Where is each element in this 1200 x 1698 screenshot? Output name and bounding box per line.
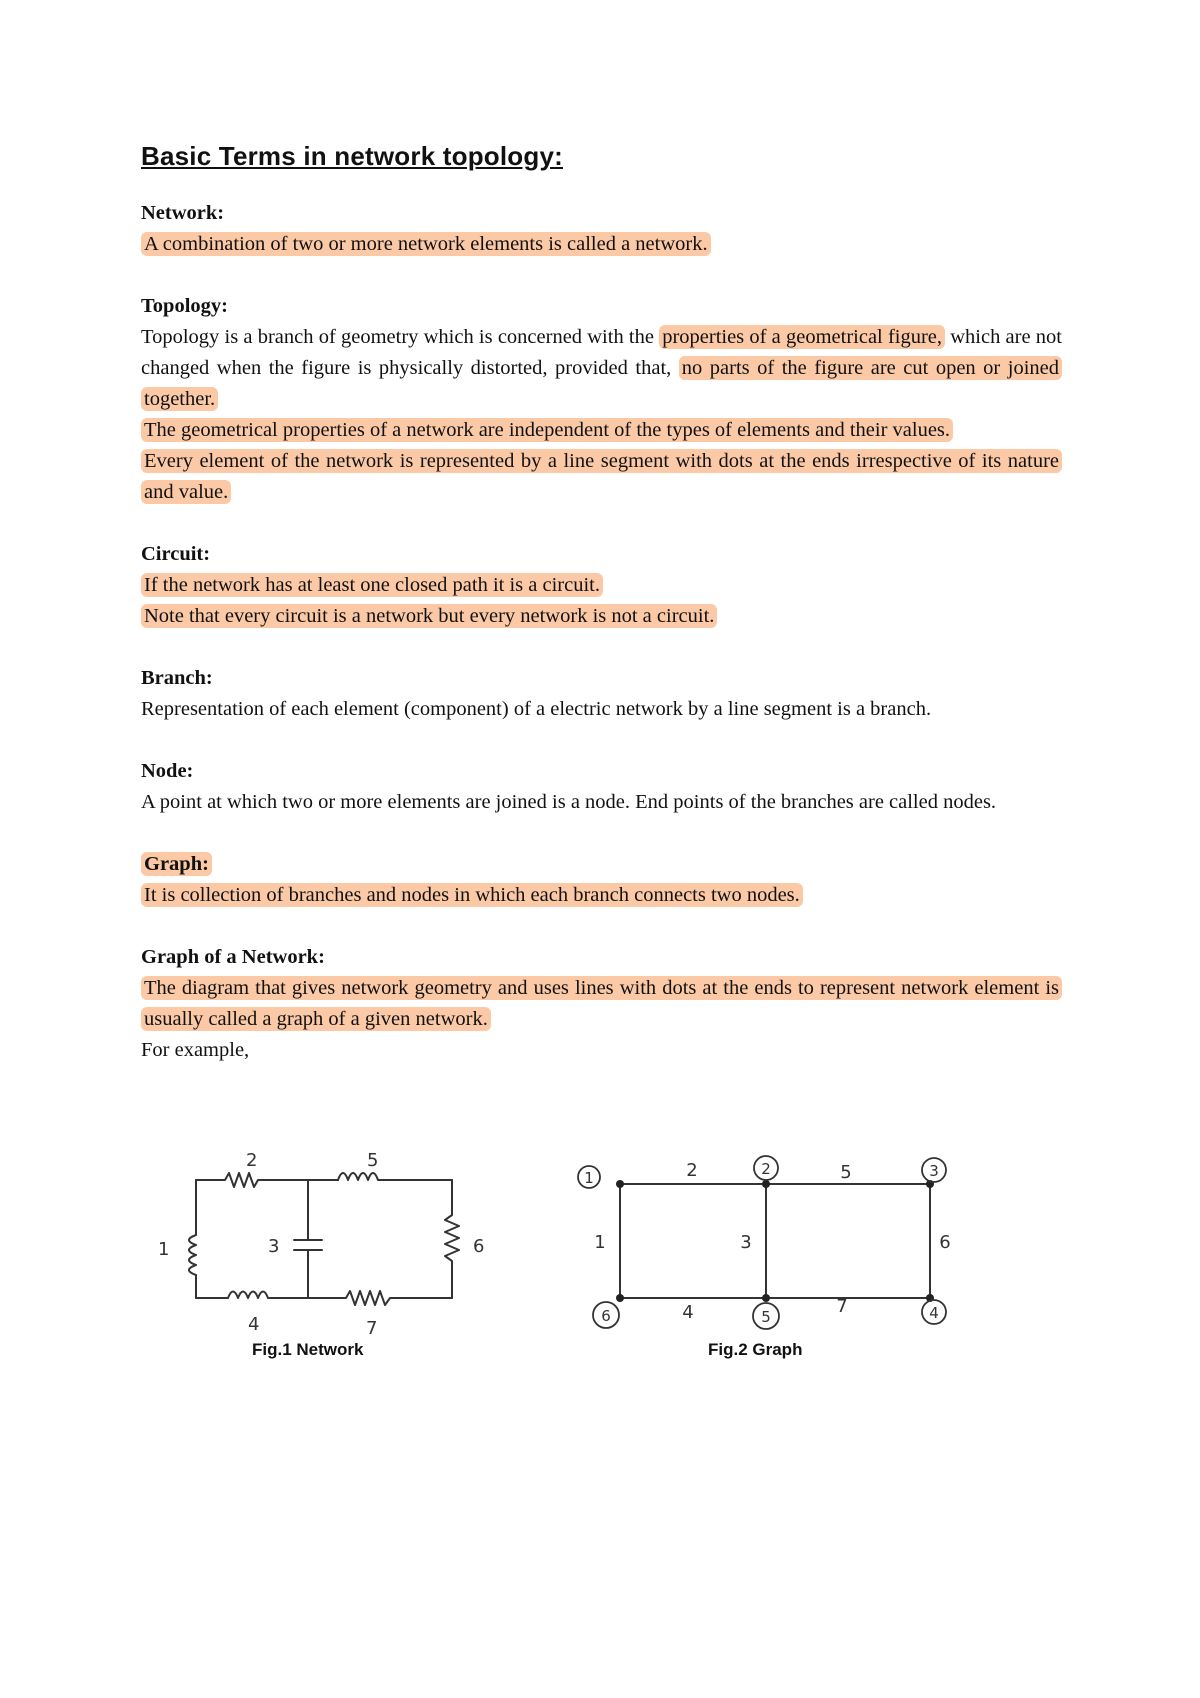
branch-label-7: 7 xyxy=(836,1296,848,1317)
fig2-node-circles xyxy=(578,1156,946,1329)
fig2-node-dots xyxy=(616,1180,934,1302)
heading-graph xyxy=(141,849,1062,880)
inductor-1 xyxy=(189,1180,196,1298)
fig1-label-7: 7 xyxy=(366,1318,378,1339)
circuit-line-1 xyxy=(141,570,1062,601)
heading-network: Network: xyxy=(141,202,225,224)
topology-paragraph-1 xyxy=(141,322,1062,415)
branch-label-4: 4 xyxy=(682,1302,694,1323)
heading-node: Node: xyxy=(141,760,194,782)
highlight: A combination of two or more network elements is called a network. xyxy=(141,232,711,256)
text-run: Topology is a branch of geometry which is concerned with the xyxy=(141,326,660,348)
highlight: Graph: xyxy=(141,852,212,876)
fig1-label-1: 1 xyxy=(158,1239,170,1260)
highlight: The geometrical properties of a network are independent of the types of elements and their values. xyxy=(141,418,953,442)
highlight: no parts of the figure are cut open or joined together. xyxy=(141,356,1062,411)
topology-paragraph-3 xyxy=(141,446,1062,508)
fig1-caption: Fig.1 Network xyxy=(252,1340,364,1359)
node-label-6: 6 xyxy=(601,1307,611,1325)
branch-label-5: 5 xyxy=(840,1162,852,1183)
node-label-1: 1 xyxy=(584,1169,594,1187)
node-definition: A point at which two or more elements are joined is a node. End points of the branches are called nodes. xyxy=(141,791,997,813)
network-definition xyxy=(141,229,1062,260)
highlight: It is collection of branches and nodes in which each branch connects two nodes. xyxy=(141,883,803,907)
node-label-3: 3 xyxy=(929,1162,939,1180)
text-run: which are not changed when the figure is physically distorted, provided that, xyxy=(141,326,1062,379)
highlight: Every element of the network is represented by a line segment with dots at the ends irrespective of its nature and value. xyxy=(141,449,1062,504)
heading-graph-of-network: Graph of a Network: xyxy=(141,946,325,968)
graph-node-dot xyxy=(762,1294,770,1302)
node-label-2: 2 xyxy=(761,1160,771,1178)
resistor-2 xyxy=(196,1173,278,1187)
topology-paragraph-2 xyxy=(141,415,1062,446)
graph-node-dot xyxy=(616,1180,624,1188)
heading-topology: Topology: xyxy=(141,295,228,317)
branch-definition: Representation of each element (component) of a electric network by a line segment is a branch. xyxy=(141,698,932,720)
figures xyxy=(0,1140,1200,1370)
highlight: The diagram that gives network geometry and uses lines with dots at the ends to represent network element is usually called a graph of a given network. xyxy=(141,976,1062,1031)
for-example: For example, xyxy=(141,1039,250,1061)
circuit-line-2 xyxy=(141,601,1062,632)
heading-circuit: Circuit: xyxy=(141,543,211,565)
fig2-graph xyxy=(620,1184,930,1298)
fig1-label-4: 4 xyxy=(248,1314,260,1335)
page-title: Basic Terms in network topology: xyxy=(141,141,563,171)
highlight: Note that every circuit is a network but every network is not a circuit. xyxy=(141,604,717,628)
branch-label-6: 6 xyxy=(939,1232,951,1253)
fig1-network xyxy=(189,1173,459,1305)
graph-definition xyxy=(141,880,1062,911)
inductor-4 xyxy=(196,1292,308,1299)
branch-label-2: 2 xyxy=(686,1160,698,1181)
resistor-6 xyxy=(445,1180,459,1298)
heading-branch: Branch: xyxy=(141,667,213,689)
fig1-label-3: 3 xyxy=(268,1236,280,1257)
node-label-5: 5 xyxy=(761,1308,771,1326)
figures-svg xyxy=(0,1140,1200,1370)
graph-node-dot xyxy=(616,1294,624,1302)
branch-label-1: 1 xyxy=(594,1232,606,1253)
capacitor-3 xyxy=(294,1180,322,1298)
fig1-label-6: 6 xyxy=(473,1236,485,1257)
fig2-caption: Fig.2 Graph xyxy=(708,1340,803,1359)
resistor-7 xyxy=(308,1291,452,1305)
fig1-labels xyxy=(158,1150,484,1339)
highlight: If the network has at least one closed path it is a circuit. xyxy=(141,573,603,597)
highlight: properties of a geometrical figure, xyxy=(659,325,945,349)
graph-of-network-definition xyxy=(141,973,1062,1035)
fig1-label-2: 2 xyxy=(246,1150,258,1171)
node-label-4: 4 xyxy=(929,1304,939,1322)
document-body xyxy=(141,198,1062,1066)
fig1-label-5: 5 xyxy=(367,1150,379,1171)
graph-node-dot xyxy=(762,1180,770,1188)
branch-label-3: 3 xyxy=(740,1232,752,1253)
inductor-5 xyxy=(338,1173,452,1180)
